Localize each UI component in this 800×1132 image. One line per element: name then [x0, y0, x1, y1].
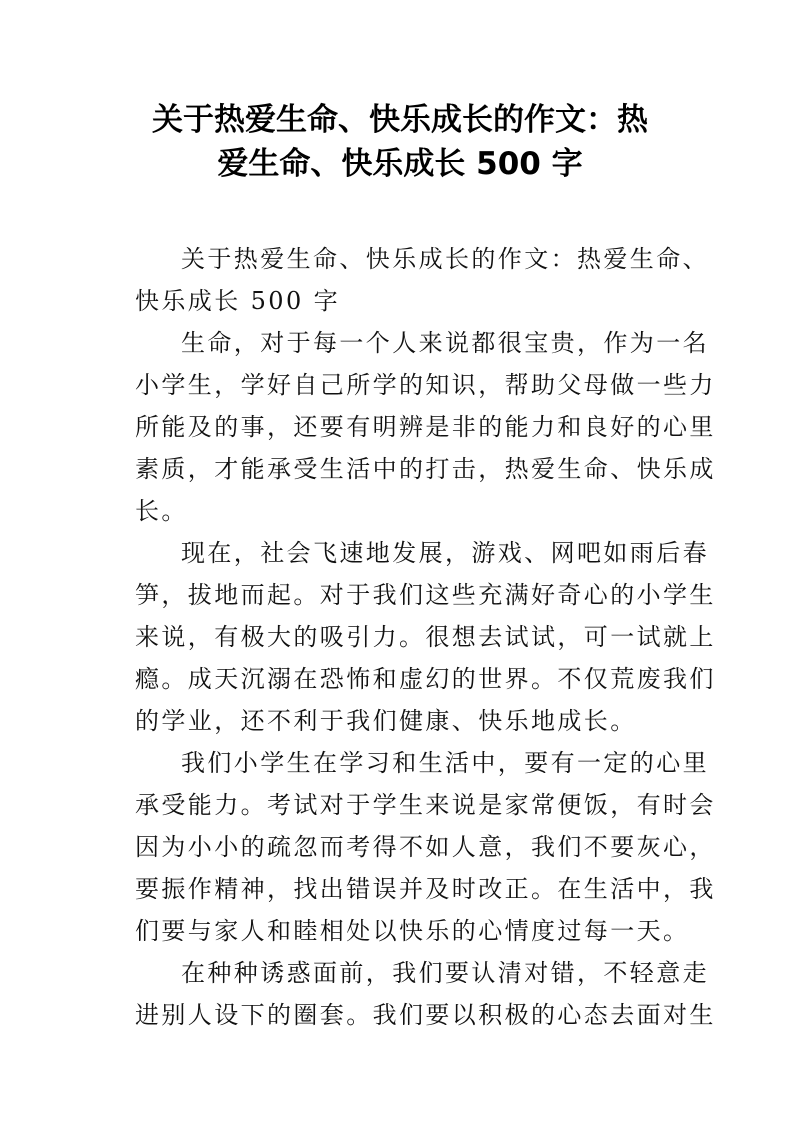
paragraph-resilience	[135, 742, 716, 952]
text-line: 笋，拔地而起。对于我们这些充满好奇心的小学生	[135, 581, 716, 609]
paragraph-temptations	[135, 532, 716, 742]
text-line: 现在，社会飞速地发展，游戏、网吧如雨后春	[181, 539, 709, 567]
document-title	[100, 98, 700, 186]
text-line: 我们小学生在学习和生活中，要有一定的心里	[181, 749, 709, 777]
text-line: 进别人设下的圈套。我们要以积极的心态去面对生	[135, 1001, 716, 1029]
text-line: 瘾。成天沉溺在恐怖和虚幻的世界。不仅荒废我们	[135, 665, 716, 693]
document-body	[135, 238, 716, 1036]
text-line: 承受能力。考试对于学生来说是家常便饭，有时会	[135, 791, 716, 819]
text-line: 长。	[135, 497, 188, 525]
text-line: 快乐成长 500 字	[135, 287, 341, 315]
paragraph-right-wrong	[135, 952, 716, 1036]
text-line: 小学生，学好自己所学的知识，帮助父母做一些力	[135, 371, 716, 399]
text-line: 生命，对于每一个人来说都很宝贵，作为一名	[181, 329, 709, 357]
text-line: 关于热爱生命、快乐成长的作文：热爱生命、	[181, 245, 709, 273]
text-line: 来说，有极大的吸引力。很想去试试，可一试就上	[135, 623, 716, 651]
title-line: 关于热爱生命、快乐成长的作文：热	[152, 102, 648, 138]
title-line: 爱生命、快乐成长 500 字	[217, 146, 583, 182]
text-line: 素质，才能承受生活中的打击，热爱生命、快乐成	[135, 455, 716, 483]
paragraph-heading-repeat	[135, 238, 709, 322]
text-line: 们要与家人和睦相处以快乐的心情度过每一天。	[135, 917, 690, 945]
text-line: 在种种诱惑面前，我们要认清对错，不轻意走	[181, 959, 709, 987]
text-line: 所能及的事，还要有明辨是非的能力和良好的心里	[135, 413, 716, 441]
text-line: 因为小小的疏忽而考得不如人意，我们不要灰心，	[135, 833, 716, 861]
text-line: 要振作精神，找出错误并及时改正。在生活中，我	[135, 875, 716, 903]
text-line: 的学业，还不利于我们健康、快乐地成长。	[135, 707, 637, 735]
paragraph-life-value	[135, 322, 716, 532]
